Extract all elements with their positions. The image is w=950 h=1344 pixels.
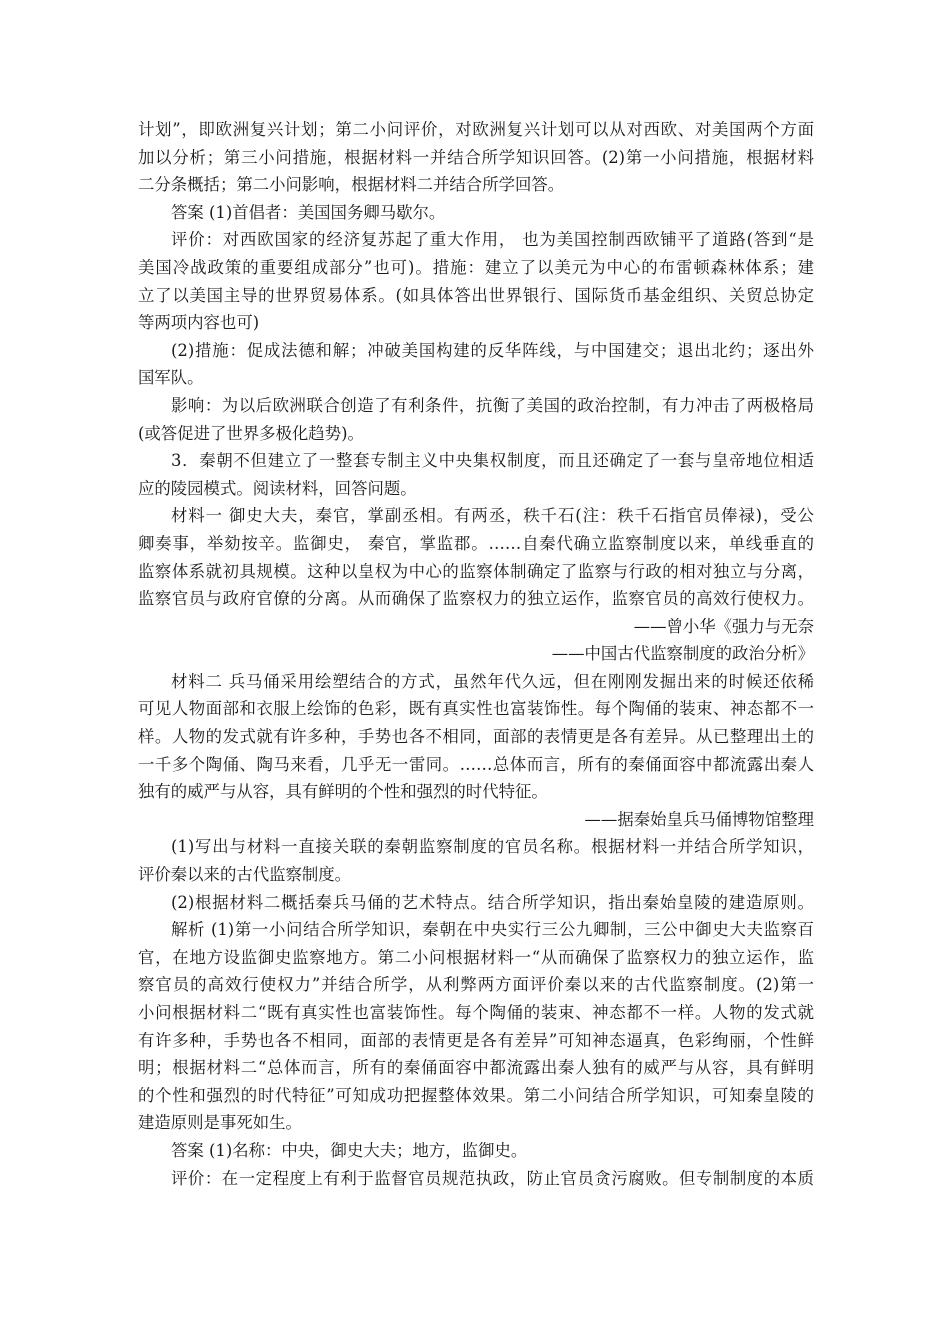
text-line: 立了以美国主导的世界贸易体系。(如具体答出世界银行、国际货币基金组织、关贸总协定 xyxy=(138,285,814,305)
text-line: 等两项内容也可) xyxy=(138,313,260,333)
document-body xyxy=(138,116,814,1192)
text-line: (2)根据材料二概括秦兵马俑的艺术特点。结合所学知识，指出秦始皇陵的建造原则。 xyxy=(171,892,814,912)
text-line: 小问根据材料二“既有真实性也富装饰性。每个陶俑的装束、神态都不一样。人物的发式就 xyxy=(138,1003,814,1022)
text-line: 影响：为以后欧洲联合创造了有利条件，抗衡了美国的政治控制，有力冲击了两极格局 xyxy=(171,395,814,415)
text-line: 加以分析；第三小问措施，根据材料一并结合所学知识回答。(2)第一小问措施，根据材料 xyxy=(138,147,814,167)
text-line: 官，在地方设监御史监察地方。第二小问根据材料一“从而确保了监察权力的独立运作，监 xyxy=(138,947,814,967)
text-line: 样。人物的发式就有许多种，手势也各不相同，面部的表情更是各有差异。从已整理出土的 xyxy=(138,727,814,747)
text-line: 应的陵园模式。阅读材料，回答问题。 xyxy=(138,478,417,498)
text-line: 一千多个陶俑、陶马来看，几乎无一雷同。……总体而言，所有的秦俑面容中都流露出秦人 xyxy=(138,754,814,774)
text-line: ——中国古代监察制度的政治分析》 xyxy=(551,644,814,664)
text-line: ——曾小华《强力与无奈 xyxy=(633,616,814,636)
text-line: 计划”，即欧洲复兴计划；第二小问评价，对欧洲复兴计划可以从对西欧、对美国两个方面 xyxy=(138,120,814,139)
text-line: 察官员的高效行使权力”并结合所学，从利弊两方面评价秦以来的古代监察制度。(2)第一 xyxy=(138,975,814,995)
text-line: 美国冷战政策的重要组成部分”也可)。措施：建立了以美元为中心的布雷顿森林体系；建 xyxy=(138,257,814,277)
text-line: 二分条概括；第二小问影响，根据材料二并结合所学回答。 xyxy=(138,175,565,195)
text-line: 评价：在一定程度上有利于监督官员规范执政，防止官员贪污腐败。但专制制度的本质 xyxy=(171,1168,814,1188)
text-line: (或答促进了世界多极化趋势)。 xyxy=(138,423,364,443)
text-line: 明；根据材料二“总体而言，所有的秦俑面容中都流露出秦人独有的威严与从容，具有鲜明 xyxy=(138,1058,814,1078)
text-line: 独有的威严与从容，具有鲜明的个性和强烈的时代特征。 xyxy=(138,782,548,802)
text-line: 答案 (1)首倡者：美国国务卿马歇尔。 xyxy=(171,202,446,222)
text-line: 解析 (1)第一小问结合所学知识，秦朝在中央实行三公九卿制，三公中御史大夫监察百 xyxy=(171,920,814,940)
text-line: (1)写出与材料一直接关联的秦朝监察制度的官员名称。根据材料一并结合所学知识， xyxy=(171,837,814,857)
text-line: 答案 (1)名称：中央，御史大夫；地方，监御史。 xyxy=(171,1140,528,1160)
text-line: 材料一 御史大夫，秦官，掌副丞相。有两丞，秩千石(注：秩千石指官员俸禄)，受公 xyxy=(171,506,814,526)
text-line: 评价：对西欧国家的经济复苏起了重大作用， 也为美国控制西欧铺平了道路(答到“是 xyxy=(171,230,814,250)
text-line: 监察官员与政府官僚的分离。从而确保了监察权力的独立运作，监察官员的高效行使权力。 xyxy=(138,589,814,609)
text-line: 的个性和强烈的时代特征”可知成功把握整体效果。第二小问结合所学知识，可知秦皇陵的 xyxy=(138,1085,814,1105)
text-line: 3．秦朝不但建立了一整套专制主义中央集权制度，而且还确定了一套与皇帝地位相适 xyxy=(171,451,814,471)
text-line: (2)措施：促成法德和解；冲破美国构建的反华阵线，与中国建交；退出北约；逐出外 xyxy=(171,340,814,360)
text-line: 国军队。 xyxy=(138,368,204,388)
text-line: 卿奏事，举劾按辛。监御史， 秦官，掌监郡。……自秦代确立监察制度以来，单线垂直的 xyxy=(138,533,814,553)
text-line: 监察体系就初具规模。这种以皇权为中心的监察体制确定了监察与行政的相对独立与分离， xyxy=(138,561,814,581)
text-line: 材料二 兵马俑采用绘塑结合的方式，虽然年代久远，但在刚刚发掘出来的时候还依稀 xyxy=(171,671,814,691)
text-line: ——据秦始皇兵马俑博物馆整理 xyxy=(584,809,814,829)
text-line: 评价秦以来的古代监察制度。 xyxy=(138,865,352,885)
text-line: 有许多种，手势也各不相同，面部的表情更是各有差异”可知神态逼真，色彩绚丽，个性鲜 xyxy=(138,1030,814,1050)
text-line: 建造原则是事死如生。 xyxy=(138,1113,302,1133)
text-line: 可见人物面部和衣服上绘饰的色彩，既有真实性也富装饰性。每个陶俑的装束、神态都不一 xyxy=(138,699,814,719)
